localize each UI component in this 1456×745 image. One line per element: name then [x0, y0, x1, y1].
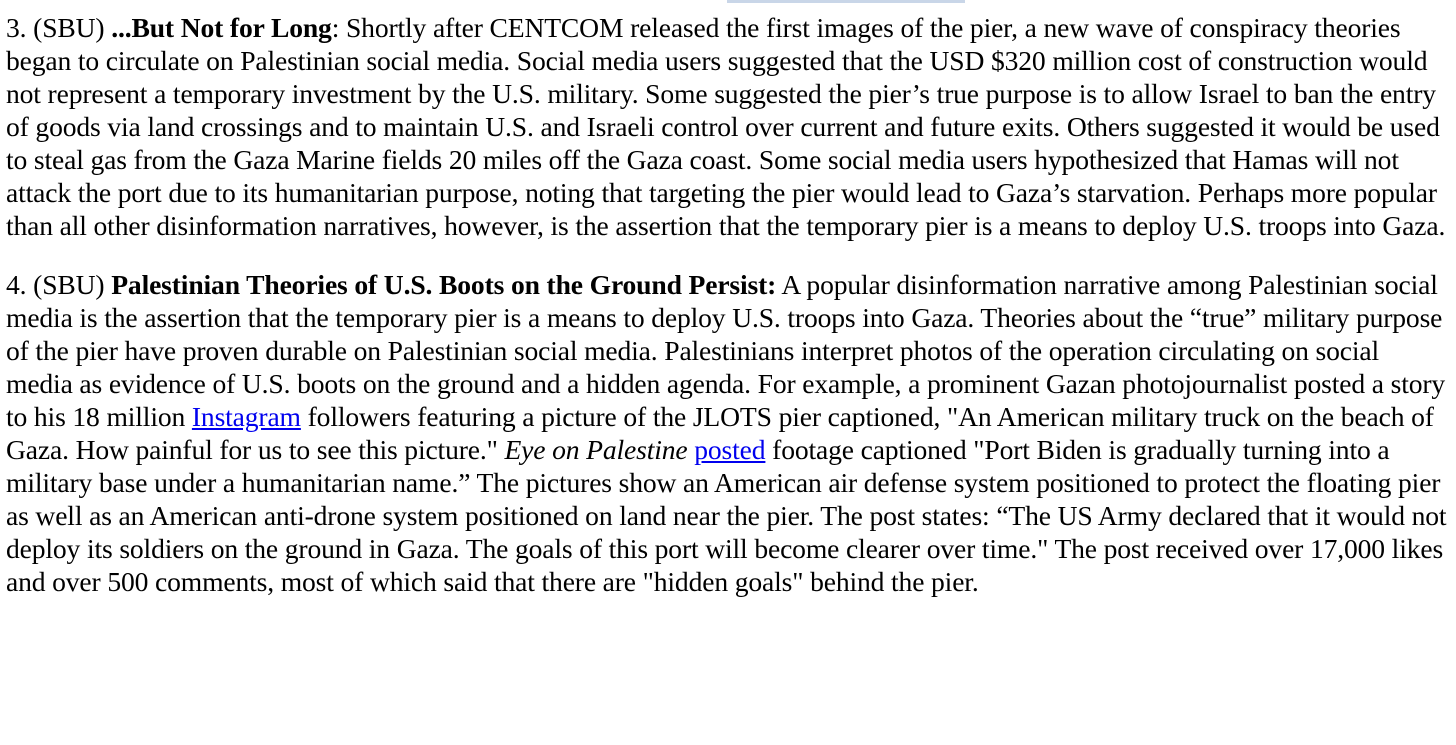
paragraph-4: [6, 268, 1452, 598]
source-name: Eye on Palestine: [504, 434, 688, 465]
paragraph-3: [6, 11, 1452, 242]
heading-colon: :: [331, 12, 340, 43]
paragraph-text: A popular disinformation narrative among Palestinian social media is the assertion that the temporary pier is a means to deploy U.S. troops into Gaza. Theories about the “true” military purpose of the pier have proven durable on Palestinian social media. Palestinians interpret photos of the operation circulating on social media as evidence of U.S. boots on the ground and a hidden agenda. For example, a prominent Gazan photojournalist posted a story to his 18 million: [6, 269, 1446, 432]
paragraph-number: 3.: [6, 12, 27, 43]
classification-marking: (SBU): [33, 12, 105, 43]
paragraph-number: 4.: [6, 269, 27, 300]
document-body: [6, 11, 1452, 598]
posted-link[interactable]: posted: [694, 434, 766, 465]
paragraph-text: Shortly after CENTCOM released the first images of the pier, a new wave of conspiracy theories began to circulate on Palestinian social media. Social media users suggested that the USD $320 million cost of construction would not represent a temporary investment by the U.S. military. Some suggested the pier’s true purpose is to allow Israel to ban the entry of goods via land crossings and to maintain U.S. and Israeli control over current and future exits. Others suggested it would be used to steal gas from the Gaza Marine fields 20 miles off the Gaza coast. Some social media users hypothesized that Hamas will not attack the port due to its humanitarian purpose, noting that targeting the pier would lead to Gaza’s starvation. Perhaps more popular than all other disinformation narratives, however, is the assertion that the temporary pier is a means to deploy U.S. troops into Gaza.: [6, 12, 1446, 241]
instagram-link[interactable]: Instagram: [191, 401, 301, 432]
paragraph-text: footage captioned "Port Biden is gradually turning into a military base under a humanitarian name.” The pictures show an American air defense system positioned to protect the floating pier as well as an American anti-drone system positioned on land near the pier. The post states: “The US Army declared that it would not deploy its soldiers on the ground in Gaza. The goals of this port will become clearer over time." The post received over 17,000 likes and over 500 comments, most of which said that there are "hidden goals" behind the pier.: [6, 434, 1447, 597]
paragraph-heading: ...But Not for Long: [111, 12, 332, 43]
top-divider: [727, 0, 965, 3]
paragraph-text: followers featuring a picture of the JLOTS pier captioned, "An American military truck on the beach of Gaza. How painful for us to see this picture.": [6, 401, 1434, 465]
paragraph-heading: Palestinian Theories of U.S. Boots on the Ground Persist:: [111, 269, 777, 300]
classification-marking: (SBU): [33, 269, 105, 300]
